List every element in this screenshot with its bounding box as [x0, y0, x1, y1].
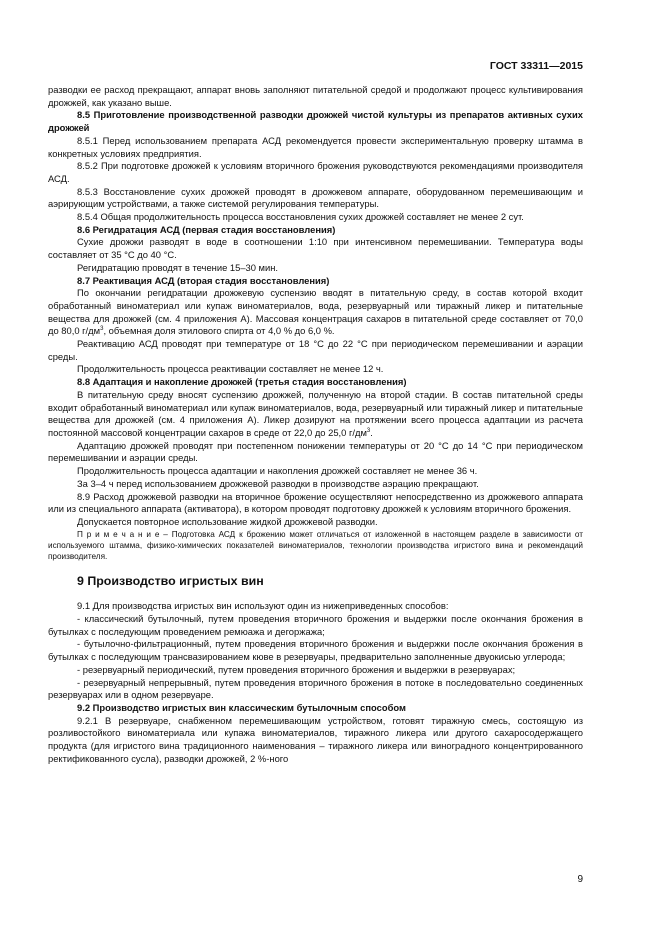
list-item: - бутылочно-фильтрационный, путем проведения вторичного брожения и выдержки после окончания брожения в бутылках с последующим трансвазированием кюве в резервуары, предварительно заполненные двуокисью углерода;: [48, 638, 583, 663]
paragraph-9-2-1: 9.2.1 В резервуаре, снабженном перемешивающим устройством, готовят тиражную смесь, состоящую из розливостойкого виноматериала или купажа виноматериалов, тиражного ликера или другого сахаросодержащего продукта (для игристого вина традиционного наименования – тиражного ликера или виноградного концентрированного ректификованного сусла), разводки дрожжей, 2 %-ного: [48, 714, 583, 764]
paragraph-8-5-3: 8.5.3 Восстановление сухих дрожжей проводят в дрожжевом аппарате, оборудованном перемешивающим и аэрирующим устройствами, а также системой регулирования температуры.: [48, 185, 583, 210]
paragraph: Реактивацию АСД проводят при температуре от 18 °С до 22 °С при периодическом перемешивании и аэрации среды.: [48, 338, 583, 362]
text-run: В питательную среду вносят суспензию дрожжей, полученную на второй стадии. В состав питательной среды входит обработанный виноматериал или купаж виноматериалов, вода, резервуарный или тиражный ликер и питательные вещества для дрожжей (см. 4 приложения А). Ликер дозируют на протяжении всего процесса адаптации из расчета постоянной массовой концентрации сахаров в среде от 22,0 до 25,0 г/дм: [48, 388, 583, 438]
paragraph: Продолжительность процесса реактивации составляет не менее 12 ч.: [77, 363, 384, 375]
paragraph: Адаптацию дрожжей проводят при постепенном понижении температуры от 20 °С до 14 °С при периодическом перемешивании и аэрации среды.: [48, 439, 583, 464]
list-item: - резервуарный периодический, путем проведения вторичного брожения и выдержки в резервуарах;: [77, 663, 516, 675]
paragraph-8-8-a: [48, 389, 583, 440]
document-body: [48, 84, 583, 765]
document-standard-number: ГОСТ 33311—2015: [489, 60, 583, 72]
section-heading-8-8: 8.8 Адаптация и накопление дрожжей (третья стадия восстановления): [77, 376, 407, 388]
paragraph-8-5-1: 8.5.1 Перед использованием препарата АСД рекомендуется провести экспериментальную проверку штамма в конкретных условиях предприятия.: [48, 134, 583, 159]
paragraph: Сухие дрожжи разводят в воде в соотношении 1:10 при интенсивном перемешивании. Температура воды составляет от 35 °С до 40 °С.: [48, 236, 583, 261]
section-heading-8-6: 8.6 Регидратация АСД (первая стадия восстановления): [77, 223, 336, 235]
paragraph-9-1: 9.1 Для производства игристых вин используют один из нижеприведенных способов:: [77, 600, 449, 612]
paragraph-8-5-4: 8.5.4 Общая продолжительность процесса восстановления сухих дрожжей составляет не менее 2 сут.: [77, 211, 524, 223]
list-item: - резервуарный непрерывный, путем проведения вторичного брожения в потоке в последовательно соединенных резервуарах или в одном резервуаре.: [48, 676, 583, 701]
paragraph-8-7-a: [48, 287, 583, 338]
text-run: .: [370, 426, 373, 438]
page-number: 9: [577, 874, 583, 885]
section-heading-8-7: 8.7 Реактивация АСД (вторая стадия восстановления): [77, 274, 330, 286]
text-run: , объемная доля этилового спирта от 4,0 % до 6,0 %.: [103, 325, 335, 337]
section-heading-9: 9 Производство игристых вин: [77, 573, 264, 588]
paragraph: Допускается повторное использование жидкой дрожжевой разводки.: [77, 515, 378, 527]
note: П р и м е ч а н и е – Подготовка АСД к брожению может отличаться от изложенной в настоящем разделе в зависимости от используемого штамма, физико-химических показателей виноматериалов, технологии производства игристого вина и рекомендаций производителя.: [48, 529, 583, 561]
paragraph-8-9: 8.9 Расход дрожжевой разводки на вторичное брожение осуществляют непосредственно из дрожжевого аппарата или из специального аппарата (активатора), в котором проводят подготовку дрожжей к условиям вторичного брожения.: [48, 490, 583, 515]
paragraph: За 3–4 ч перед использованием дрожжевой разводки в производстве аэрацию прекращают.: [77, 477, 479, 489]
section-heading-9-2: 9.2 Производство игристых вин классическим бутылочным способом: [77, 701, 406, 713]
paragraph-8-5-2: 8.5.2 При подготовке дрожжей к условиям вторичного брожения руководствуются рекомендациями производителя АСД.: [48, 160, 583, 184]
list-item: - классический бутылочный, путем проведения вторичного брожения и выдержки после окончания брожения в бутылках с последующим проведением ремюажа и дегоржажа;: [48, 613, 583, 637]
paragraph: Регидратацию проводят в течение 15–30 мин.: [77, 261, 279, 273]
superscript: 3: [366, 427, 371, 434]
superscript: 3: [100, 326, 104, 333]
text-run: По окончании регидратации дрожжевую суспензию вводят в питательную среду, в состав которой входит обработанный виноматериал или купаж виноматериалов, вода, резервуарный или тиражный ликер и питательные вещества для дрожжей (см. 4 приложения А). Массовая концентрация сахаров в питательной среде составляет от 70,0 до 80,0 г/дм: [48, 287, 583, 337]
section-heading-8-5: 8.5 Приготовление производственной разводки дрожжей чистой культуры из препаратов активных сухих дрожжей: [48, 109, 583, 134]
paragraph: разводки ее расход прекращают, аппарат вновь заполняют питательной средой и продолжают процесс культивирования дрожжей, как указано выше.: [48, 84, 583, 108]
paragraph: Продолжительность процесса адаптации и накопления дрожжей составляет не менее 36 ч.: [77, 465, 478, 477]
